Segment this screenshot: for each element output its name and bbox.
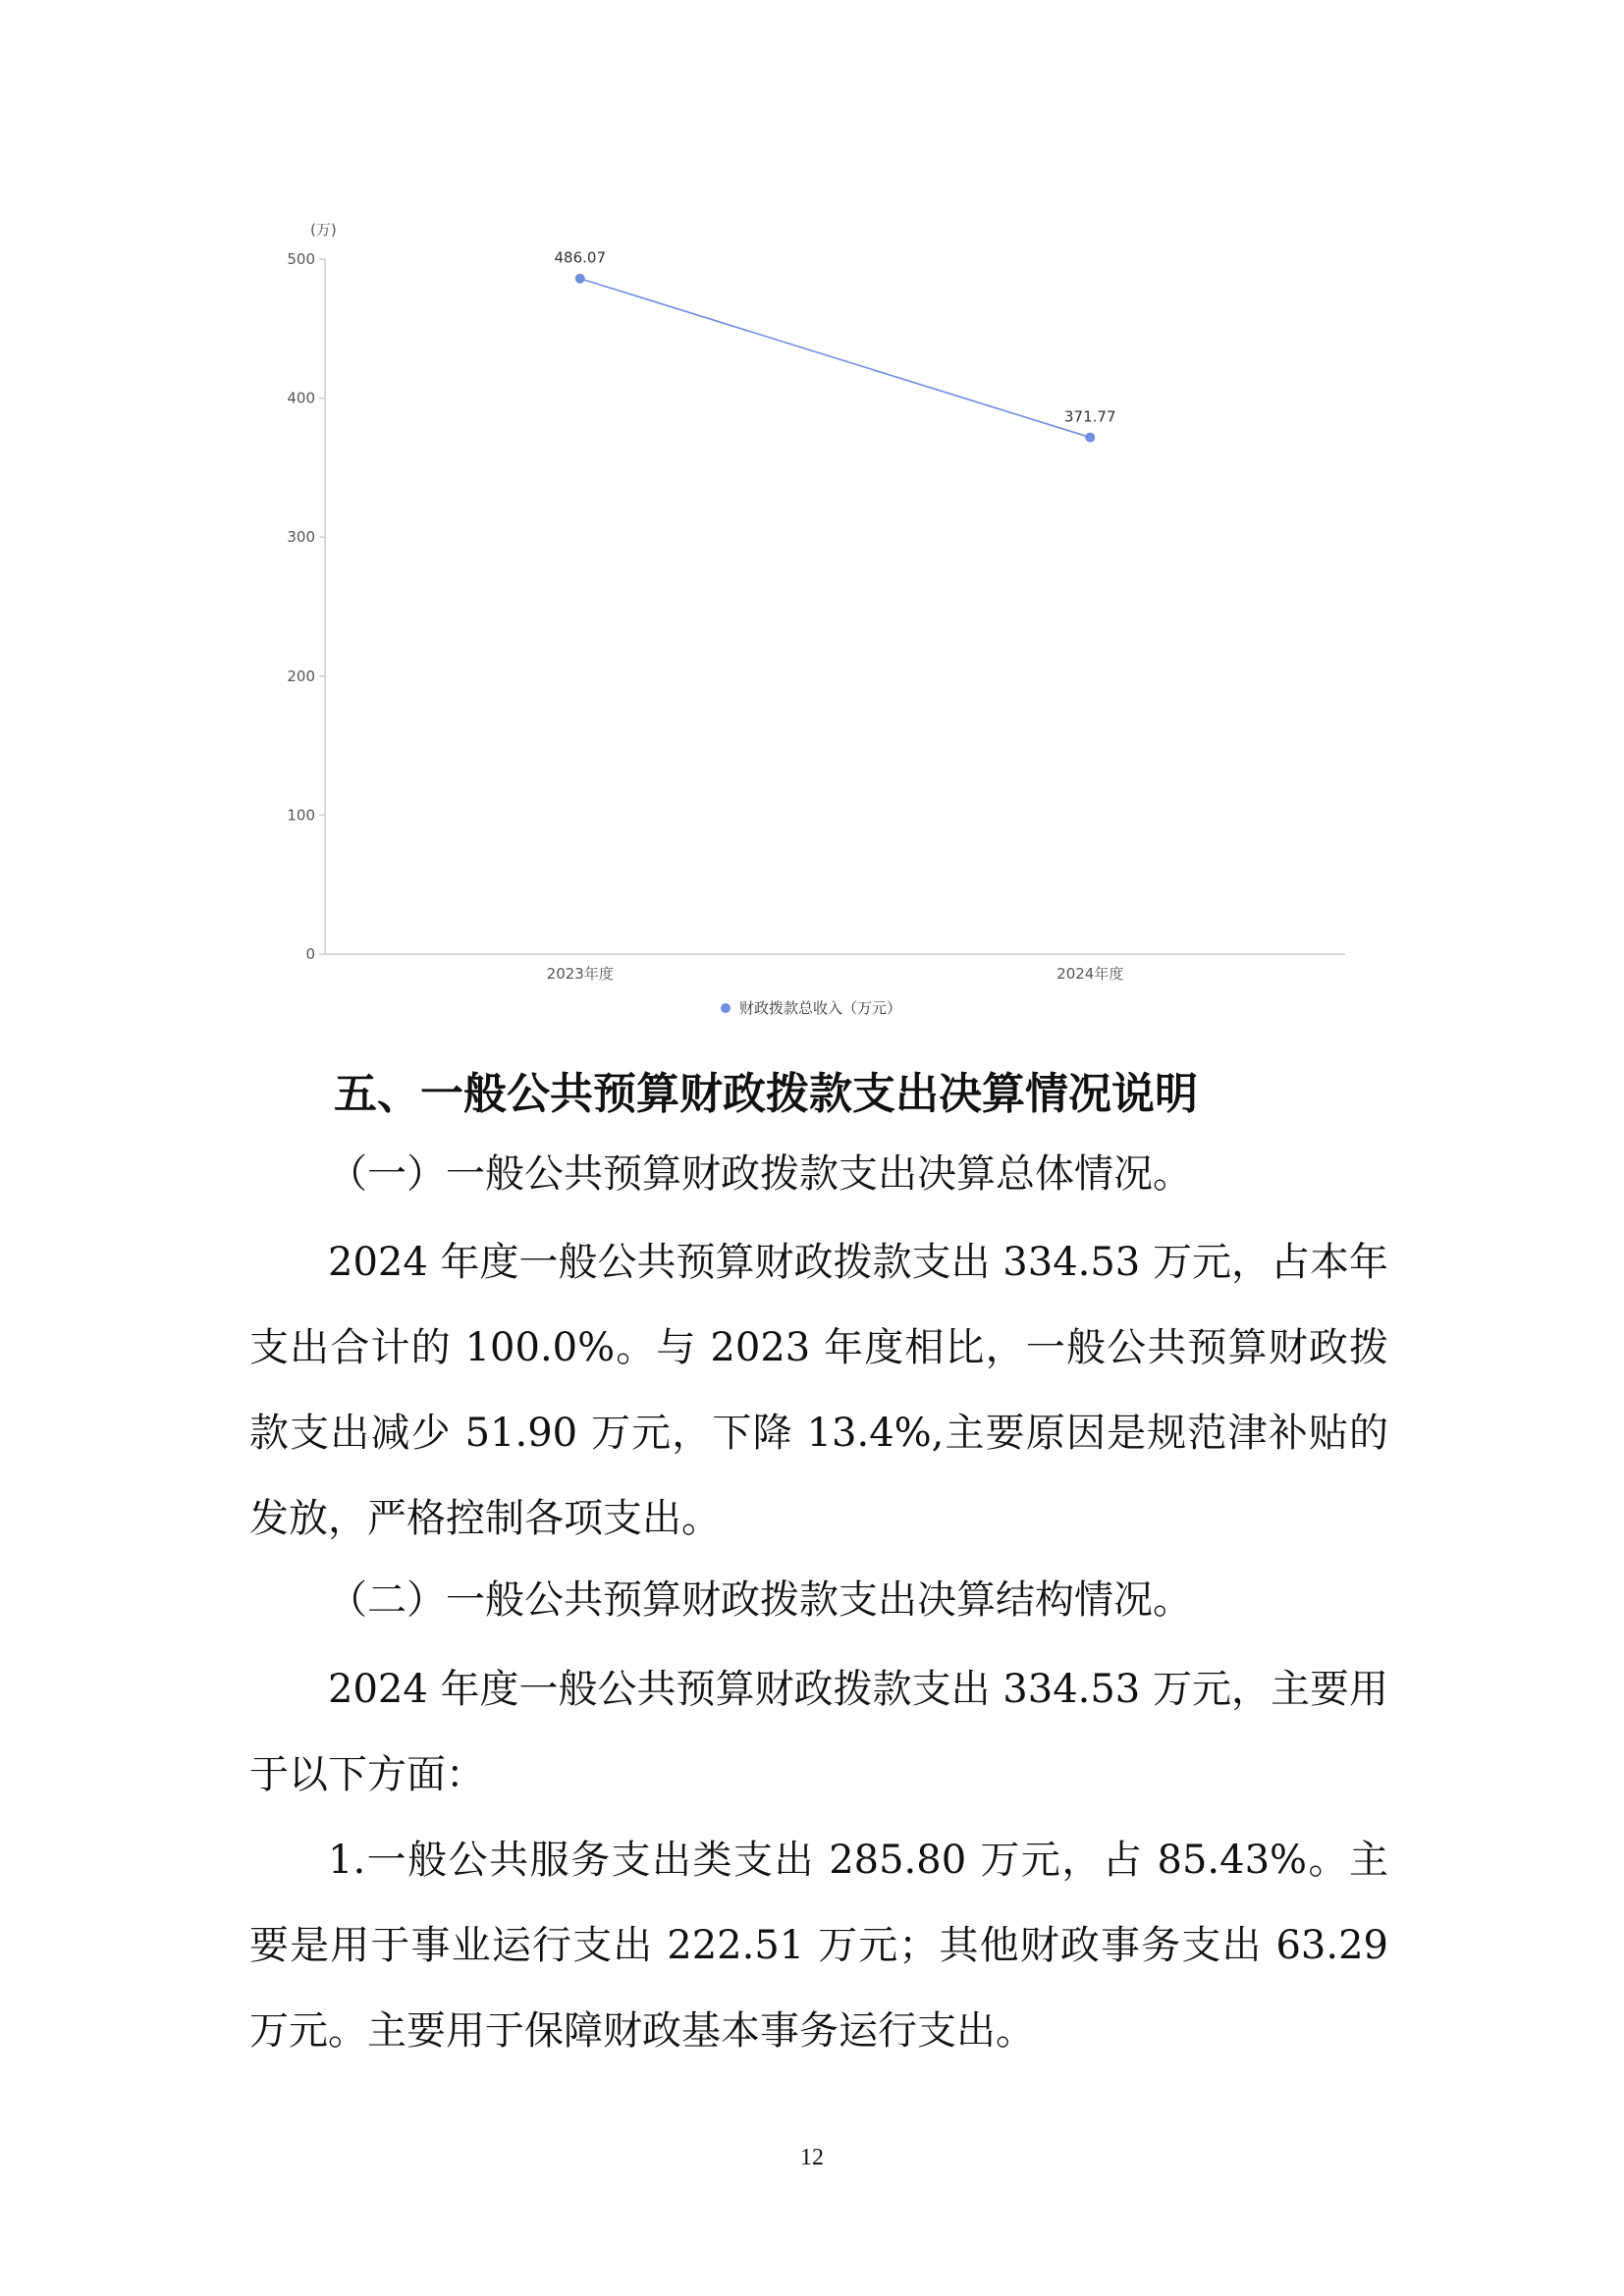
line-chart — [0, 0, 1624, 1041]
y-tick-label: 100 — [287, 806, 315, 825]
y-tick-label: 400 — [287, 389, 315, 407]
data-label: 486.07 — [554, 248, 606, 267]
series-line — [580, 279, 1091, 438]
data-point — [1085, 433, 1095, 443]
subsection-title-1: （一）一般公共预算财政拨款支出决算总体情况。 — [328, 1151, 1192, 1197]
y-tick-label: 0 — [305, 945, 315, 963]
y-axis — [287, 250, 325, 963]
data-label: 371.77 — [1064, 407, 1116, 426]
section-title: 五、一般公共预算财政拨款支出决算情况说明 — [334, 1069, 1198, 1119]
legend-label: 财政拨款总收入（万元） — [739, 999, 902, 1017]
subsection-title-2: （二）一般公共预算财政拨款支出决算结构情况。 — [328, 1577, 1192, 1623]
y-tick-label: 200 — [287, 667, 315, 685]
series-layer — [555, 249, 1116, 443]
paragraph-2: 2024 年度一般公共预算财政拨款支出 334.53 万元，主要用于以下方面： — [249, 1667, 1388, 1797]
x-tick-label: 2024年度 — [1056, 965, 1124, 983]
paragraph-3: 1.一般公共服务支出类支出 285.80 万元，占 85.43%。主要是用于事业运行支出 222.51 万元；其他财政事务支出 63.29 万元。主要用于保障财政基本事务运行支出。 — [249, 1838, 1388, 2054]
y-tick-label: 300 — [287, 528, 315, 547]
paragraph-1: 2024 年度一般公共预算财政拨款支出 334.53 万元，占本年支出合计的 100.0%。与 2023 年度相比，一般公共预算财政拨款支出减少 51.90 万元，下降 13.4%,主要原因是规范津补贴的发放，严格控制各项支出。 — [249, 1240, 1388, 1541]
legend — [721, 999, 901, 1017]
legend-marker — [721, 1003, 731, 1013]
page-number: 12 — [800, 2145, 824, 2170]
x-tick-label: 2023年度 — [546, 965, 614, 983]
y-axis-unit-label: (万) — [310, 221, 337, 239]
y-tick-label: 500 — [287, 250, 315, 268]
data-point — [575, 274, 585, 284]
x-axis — [325, 954, 1345, 983]
